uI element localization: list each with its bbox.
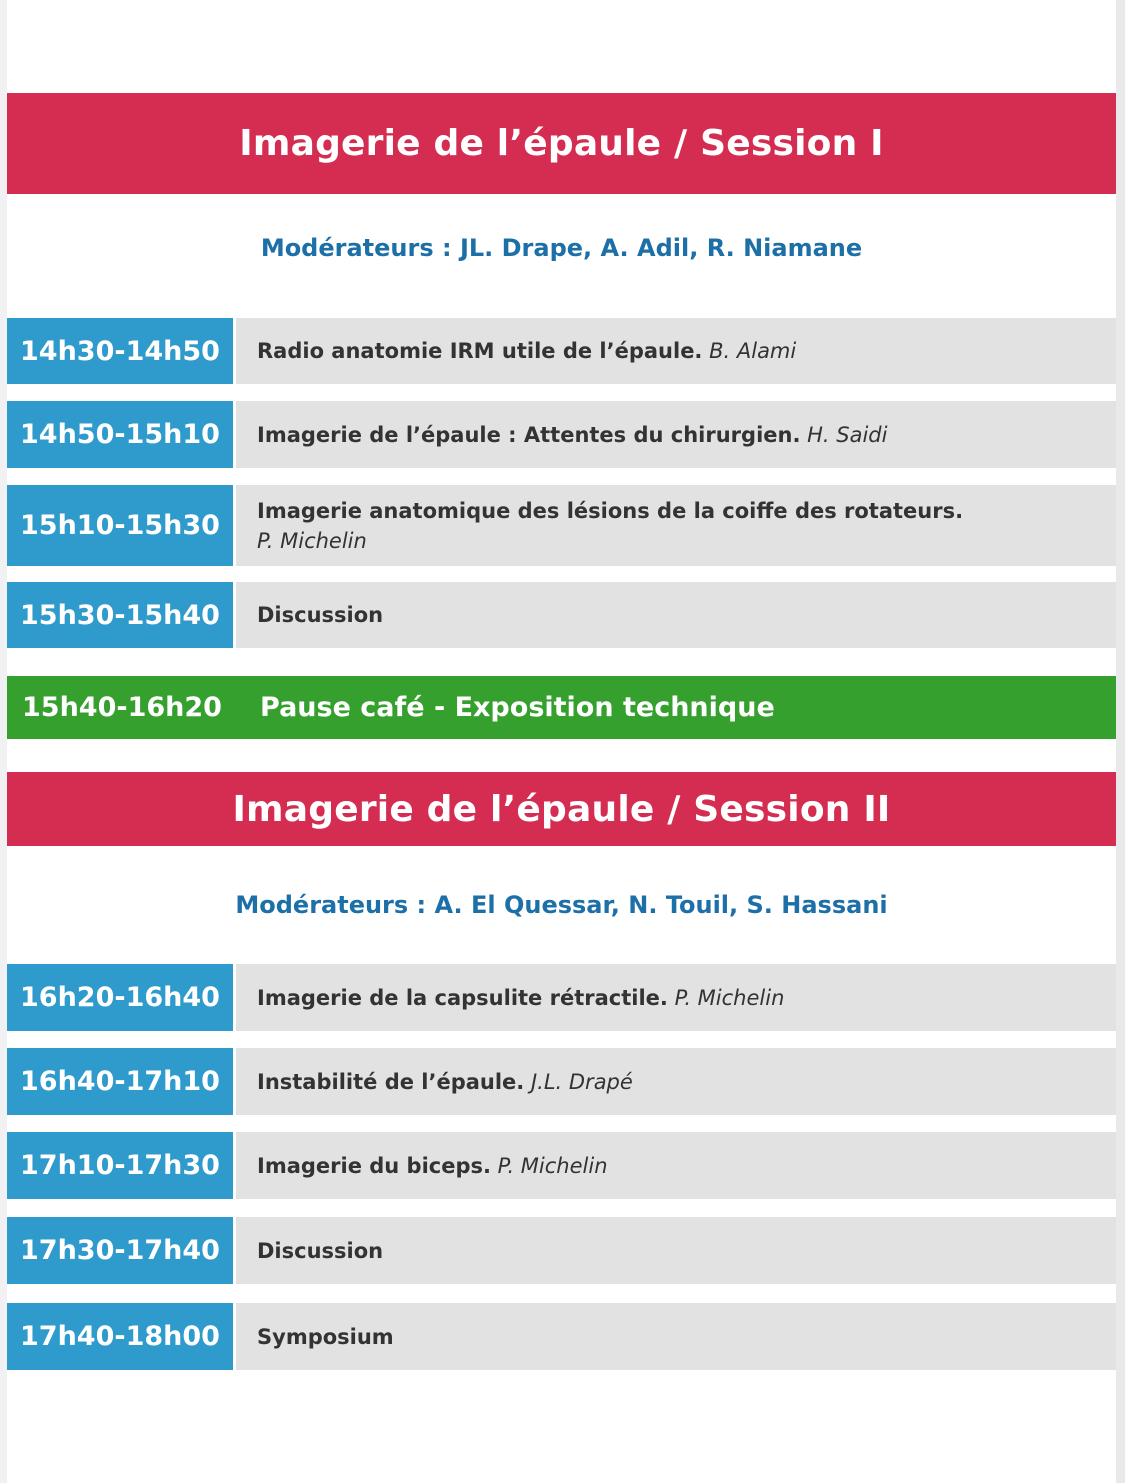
session-2-title: Imagerie de l’épaule / Session II: [232, 788, 891, 830]
program-row: [7, 964, 1116, 1031]
talk-title: Instabilité de l’épaule.: [257, 1069, 525, 1094]
talk-description: [236, 1048, 1116, 1115]
program-row: [7, 1303, 1116, 1370]
session-2-moderators: Modérateurs : A. El Quessar, N. Touil, S. Hassani: [235, 891, 888, 919]
talk-speaker: P. Michelin: [497, 1153, 608, 1178]
program-row: [7, 485, 1116, 566]
talk-description: [236, 318, 1116, 384]
talk-title: Imagerie du biceps.: [257, 1153, 491, 1178]
talk-speaker: P. Michelin: [257, 528, 367, 553]
talk-description: [236, 1217, 1116, 1284]
talk-title: Symposium: [257, 1324, 394, 1349]
time-slot: 14h50-15h10: [7, 401, 233, 468]
talk-description: [236, 485, 1116, 566]
time-slot: 17h40-18h00: [7, 1303, 233, 1370]
session-1-moderators: Modérateurs : JL. Drape, A. Adil, R. Niamane: [260, 234, 863, 262]
time-slot: 16h20-16h40: [7, 964, 233, 1031]
program-row: [7, 582, 1116, 648]
talk-speaker: J.L. Drapé: [530, 1069, 633, 1094]
talk-title: Imagerie de l’épaule : Attentes du chirurgien.: [257, 422, 801, 447]
talk-description: [236, 582, 1116, 648]
talk-description: [236, 401, 1116, 468]
talk-description: [236, 964, 1116, 1031]
session-1-banner: [7, 93, 1116, 194]
talk-title: Imagerie anatomique des lésions de la coiffe des rotateurs.: [257, 498, 964, 523]
program-row: [7, 1132, 1116, 1199]
talk-title: Radio anatomie IRM utile de l’épaule.: [257, 339, 703, 363]
talk-title: Imagerie de la capsulite rétractile.: [257, 985, 668, 1010]
talk-title: Discussion: [257, 603, 384, 627]
time-slot: 14h30-14h50: [7, 318, 233, 384]
time-slot: 17h30-17h40: [7, 1217, 233, 1284]
session-2-banner: [7, 772, 1116, 846]
talk-speaker: P. Michelin: [674, 985, 785, 1010]
coffee-break-row: [7, 676, 1116, 739]
talk-title: Discussion: [257, 1238, 384, 1263]
talk-speaker: H. Saidi: [807, 422, 888, 447]
talk-description: [236, 1132, 1116, 1199]
talk-speaker: B. Alami: [709, 339, 797, 363]
program-row: [7, 318, 1116, 384]
time-slot: 15h10-15h30: [7, 485, 233, 566]
program-page: [7, 0, 1116, 1483]
talk-description: [236, 1303, 1116, 1370]
time-slot: 17h10-17h30: [7, 1132, 233, 1199]
session-1-title: Imagerie de l’épaule / Session I: [239, 123, 884, 164]
coffee-break-time: 15h40-16h20: [22, 692, 222, 723]
coffee-break-label: Pause café - Exposition technique: [260, 692, 775, 723]
program-row: [7, 1048, 1116, 1115]
time-slot: 15h30-15h40: [7, 582, 233, 648]
program-row: [7, 1217, 1116, 1284]
program-row: [7, 401, 1116, 468]
page-edge: [1116, 0, 1125, 1483]
time-slot: 16h40-17h10: [7, 1048, 233, 1115]
